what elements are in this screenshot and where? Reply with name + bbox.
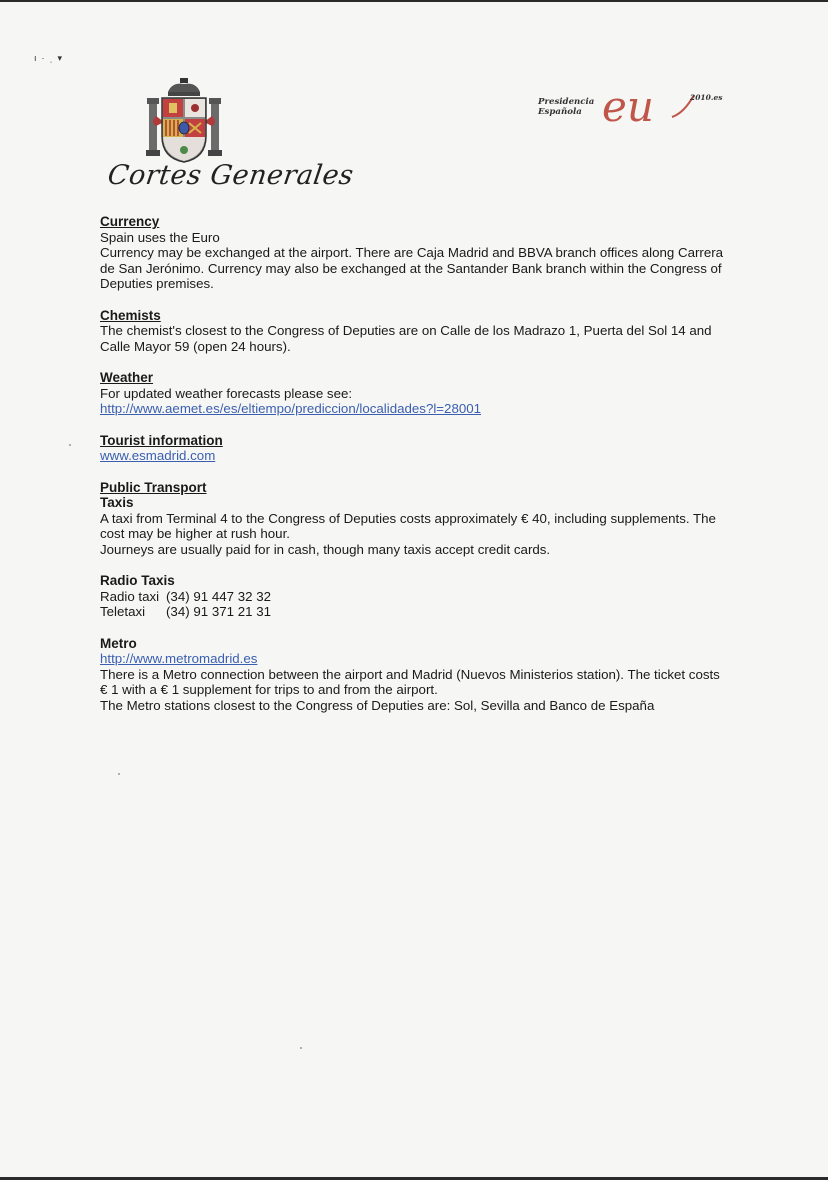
metro-link[interactable]: http://www.metromadrid.es xyxy=(100,651,258,666)
teletaxi-label: Teletaxi xyxy=(100,604,146,619)
presidencia-espanola-logo xyxy=(538,87,728,137)
metro-heading: Metro xyxy=(100,635,137,651)
teletaxi-phone: (34) 91 371 21 31 xyxy=(166,604,271,619)
metro-line-1: There is a Metro connection between the airport and Madrid (Nuevos Ministerios station). The ticket costs € 1 with a € 1 supplement for trips to and from the airport. xyxy=(100,666,720,697)
currency-line-1: Spain uses the Euro xyxy=(100,229,220,245)
weather-heading: Weather xyxy=(100,370,154,385)
scan-artifact-marks: ı·ˌ▾ xyxy=(34,53,68,63)
radio-taxi-row xyxy=(100,589,730,605)
radio-taxi-phone: (34) 91 447 32 32 xyxy=(166,588,271,604)
taxis-line-2: Journeys are usually paid for in cash, though many taxis accept credit cards. xyxy=(100,541,551,557)
tourist-information-link[interactable]: www.esmadrid.com xyxy=(100,448,216,463)
scan-dust xyxy=(300,1047,302,1049)
presidency-line-2: Española xyxy=(538,107,582,117)
weather-text: For updated weather forecasts please see: xyxy=(100,385,353,401)
radio-taxi-label: Radio taxi xyxy=(100,588,160,604)
eu-script-logo xyxy=(602,87,696,129)
scan-dust xyxy=(69,444,71,446)
radio-taxis-heading: Radio Taxis xyxy=(100,573,175,588)
currency-heading: Currency xyxy=(100,214,160,229)
chemists-text: The chemist's closest to the Congress of Deputies are on Calle de los Madrazo 1, Puerta del Sol 14 and Calle Mayor 59 (open 24 hours). xyxy=(100,323,712,354)
scan-dust xyxy=(118,773,120,775)
taxis-line-1: A taxi from Terminal 4 to the Congress of Deputies costs approximately € 40, including supplements. The cost may be higher at rush hour. xyxy=(100,510,716,541)
presidency-line-1: Presidencia xyxy=(538,97,595,107)
scan-top-edge xyxy=(0,0,828,2)
metro-line-2: The Metro stations closest to the Congress of Deputies are: Sol, Sevilla and Banco de España xyxy=(100,697,655,713)
taxis-heading: Taxis xyxy=(100,495,134,510)
teletaxi-row xyxy=(100,604,730,620)
presidency-year: 2010.es xyxy=(690,93,723,102)
tourist-information-heading: Tourist information xyxy=(100,432,223,448)
currency-line-2: Currency may be exchanged at the airport. There are Caja Madrid and BBVA branch offices along Carrera de San Jerónimo. Currency may also be exchanged at the Santander Bank branch within the Congress of Deputies premises. xyxy=(100,245,724,291)
weather-link[interactable]: http://www.aemet.es/es/eltiempo/prediccion/localidades?l=28001 xyxy=(100,401,482,416)
cortes-generales-signature: Cortes Generales xyxy=(105,160,356,191)
eu-script-mark: eu xyxy=(602,87,654,129)
spain-coat-of-arms-emblem xyxy=(142,76,226,172)
document-body xyxy=(100,214,730,713)
chemists-heading: Chemists xyxy=(100,307,161,323)
public-transport-heading: Public Transport xyxy=(100,479,207,495)
presidency-label xyxy=(538,97,594,117)
